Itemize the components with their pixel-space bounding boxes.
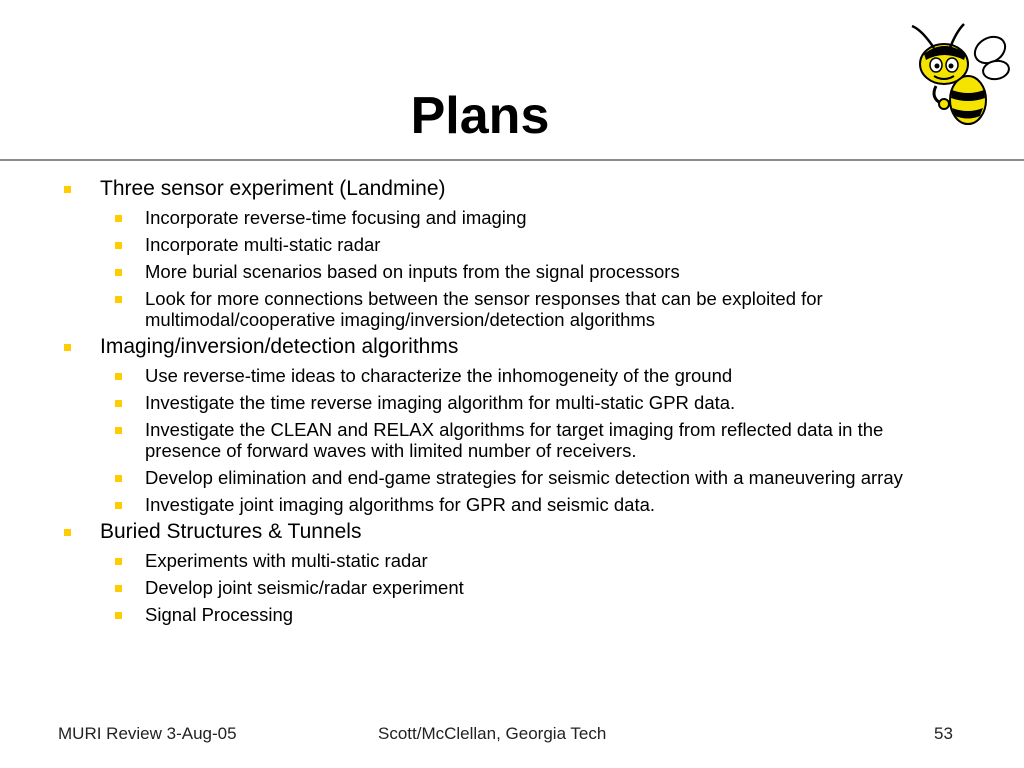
bullet-list bbox=[0, 172, 1024, 625]
bullet-text: Signal Processing bbox=[145, 604, 294, 625]
square-bullet-icon bbox=[115, 296, 122, 303]
bullet-item-level2 bbox=[0, 392, 1024, 413]
square-bullet-icon bbox=[115, 558, 122, 565]
bullet-text: Imaging/inversion/detection algorithms bbox=[100, 335, 459, 358]
bullet-item-level2 bbox=[0, 494, 1024, 515]
square-bullet-icon bbox=[64, 186, 71, 193]
bullet-item-level2 bbox=[0, 207, 1024, 228]
slide-title: Plans bbox=[410, 87, 550, 145]
bullet-text: Incorporate multi-static radar bbox=[145, 234, 381, 255]
square-bullet-icon bbox=[115, 427, 122, 434]
footer-left-text: MURI Review 3-Aug-05 bbox=[58, 724, 237, 743]
square-bullet-icon bbox=[115, 502, 122, 509]
bullet-item-level2 bbox=[0, 288, 1024, 330]
bullet-item-level2 bbox=[0, 419, 1024, 461]
bullet-item-level1 bbox=[0, 176, 1024, 201]
bullet-item-level2 bbox=[0, 550, 1024, 571]
bullet-item-level2 bbox=[0, 577, 1024, 598]
bullet-item-level1 bbox=[0, 519, 1024, 544]
square-bullet-icon bbox=[115, 475, 122, 482]
square-bullet-icon bbox=[115, 269, 122, 276]
bullet-text: Look for more connections between the sensor responses that can be exploited for multimodal/cooperative imaging/inversion/detection algorithms bbox=[145, 288, 823, 330]
bullet-text: Investigate joint imaging algorithms for GPR and seismic data. bbox=[145, 494, 656, 515]
bullet-item-level2 bbox=[0, 365, 1024, 386]
bullet-item-level2 bbox=[0, 604, 1024, 625]
bullet-item-level2 bbox=[0, 467, 1024, 488]
title-divider bbox=[0, 159, 1024, 161]
square-bullet-icon bbox=[115, 242, 122, 249]
bullet-text: Three sensor experiment (Landmine) bbox=[100, 177, 446, 200]
bullet-text: Experiments with multi-static radar bbox=[145, 550, 428, 571]
footer-center-text: Scott/McClellan, Georgia Tech bbox=[378, 724, 607, 743]
bullet-text: Investigate the time reverse imaging algorithm for multi-static GPR data. bbox=[145, 392, 736, 413]
square-bullet-icon bbox=[115, 612, 122, 619]
square-bullet-icon bbox=[115, 215, 122, 222]
square-bullet-icon bbox=[115, 400, 122, 407]
bullet-item-level2 bbox=[0, 234, 1024, 255]
bullet-text: Develop joint seismic/radar experiment bbox=[145, 577, 464, 598]
square-bullet-icon bbox=[64, 344, 71, 351]
bullet-text: More burial scenarios based on inputs from the signal processors bbox=[145, 261, 680, 282]
square-bullet-icon bbox=[115, 585, 122, 592]
page-number: 53 bbox=[934, 724, 953, 743]
bullet-item-level2 bbox=[0, 261, 1024, 282]
bullet-item-level1 bbox=[0, 334, 1024, 359]
bullet-text: Use reverse-time ideas to characterize the inhomogeneity of the ground bbox=[145, 365, 733, 386]
bullet-text: Buried Structures & Tunnels bbox=[100, 520, 362, 543]
bullet-text: Investigate the CLEAN and RELAX algorithms for target imaging from reflected data in the presence of forward waves with limited number of receivers. bbox=[145, 419, 884, 461]
bullet-text: Incorporate reverse-time focusing and imaging bbox=[145, 207, 527, 228]
square-bullet-icon bbox=[115, 373, 122, 380]
bullet-text: Develop elimination and end-game strategies for seismic detection with a maneuvering array bbox=[145, 467, 903, 488]
square-bullet-icon bbox=[64, 529, 71, 536]
yellow-jacket-mascot-icon bbox=[906, 20, 1010, 128]
